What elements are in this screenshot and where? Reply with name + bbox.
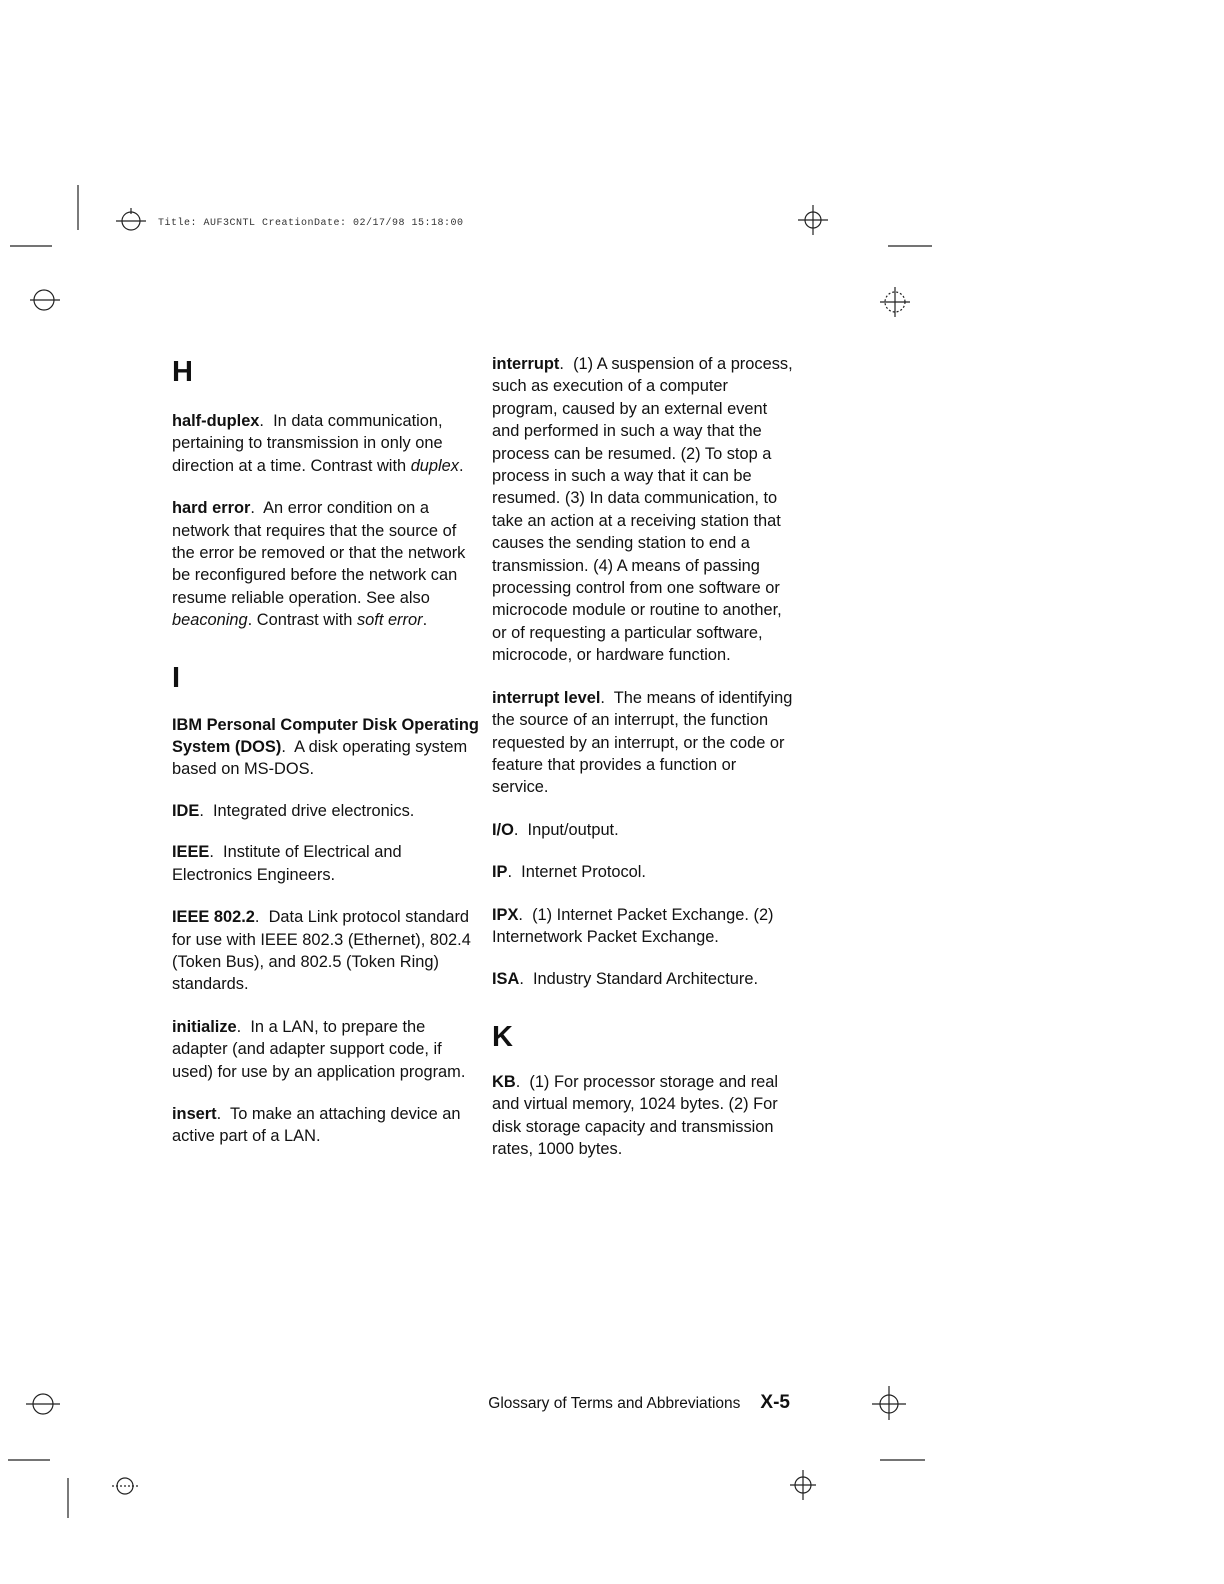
separator: . — [236, 1017, 251, 1036]
cross-reference: beaconing — [172, 611, 248, 630]
definition: Industry Standard Architecture. — [533, 970, 759, 989]
term: interrupt level — [492, 688, 601, 707]
term: IP — [492, 863, 508, 882]
registration-mark-icon — [112, 1478, 138, 1494]
separator: . — [519, 970, 533, 989]
definition: (1) Internet Packet Exchange. (2) Internetwork Packet Exchange. — [492, 905, 774, 946]
separator: . — [199, 801, 213, 820]
separator: . — [518, 905, 533, 924]
cross-reference: soft error — [356, 611, 423, 630]
separator: . — [281, 738, 295, 757]
crosshair-mark-icon — [872, 1386, 906, 1420]
glossary-entry-ibm-dos — [172, 714, 482, 781]
glossary-entry-ipx — [492, 904, 797, 949]
term: IBM Personal Computer Disk Operating System (DOS) — [172, 715, 479, 757]
glossary-entry-insert — [172, 1103, 482, 1148]
page-number: X-5 — [760, 1392, 790, 1413]
right-column — [492, 353, 797, 1160]
definition-continued: . Contrast with — [247, 611, 357, 630]
term: IDE — [172, 801, 200, 820]
separator: . — [515, 1072, 530, 1091]
separator: . — [209, 843, 224, 862]
glossary-entry-initialize — [172, 1016, 482, 1083]
glossary-entry-kb — [492, 1071, 797, 1161]
definition: An error condition on a network that requires that the source of the error be removed or that the network be reconfigured before the network can resume reliable operation. See also — [172, 499, 466, 607]
glossary-entry-hard-error — [172, 497, 482, 631]
term: IEEE — [172, 843, 210, 862]
definition: Institute of Electrical and Electronics Engineers. — [172, 843, 402, 884]
term: insert — [172, 1104, 217, 1123]
separator: . — [513, 820, 528, 839]
punctuation: . — [459, 456, 464, 475]
term: ISA — [492, 970, 520, 989]
definition: In data communication, pertaining to transmission in only one direction at a time. Contrast with — [172, 412, 443, 475]
registration-mark-icon — [26, 1394, 60, 1414]
separator: . — [507, 863, 522, 882]
glossary-entry-ieee-802-2 — [172, 906, 482, 996]
separator: . — [216, 1104, 231, 1123]
definition: Integrated drive electronics. — [213, 801, 415, 820]
definition: A disk operating system based on MS-DOS. — [172, 738, 468, 779]
left-column — [172, 354, 482, 1148]
separator: . — [600, 688, 614, 707]
registration-mark-icon — [116, 208, 146, 230]
section-heading-i: I — [172, 661, 181, 694]
glossary-entry-io — [492, 819, 797, 841]
registration-mark-icon — [880, 287, 910, 317]
cross-reference: duplex — [410, 456, 459, 475]
separator: . — [254, 908, 269, 927]
term: KB — [492, 1072, 516, 1091]
term: IPX — [492, 905, 519, 924]
term: I/O — [492, 820, 514, 839]
definition: (1) A suspension of a process, such as execution of a computer program, caused by an external event and performed in such a way that the process can be resumed. (2) To stop a process in such a way that it can be resumed. (3) In data communication, to take an action at a receiving station that causes the sending station to end a transmission. (4) A means of passing processing control from one software or microcode module or routine to another, or of requesting a particular software, microcode, or hardware function. — [492, 355, 793, 665]
glossary-entry-ieee — [172, 841, 482, 886]
registration-mark-icon — [30, 290, 60, 310]
definition: The means of identifying the source of an interrupt, the function requested by an interrupt, or the code or feature that provides a function or service. — [492, 688, 793, 797]
definition: Internet Protocol. — [521, 863, 646, 882]
separator: . — [259, 412, 274, 430]
separator: . — [559, 355, 574, 373]
definition: Input/output. — [527, 820, 619, 839]
section-heading-h: H — [172, 356, 193, 388]
definition: Data Link protocol standard for use with IEEE 802.3 (Ethernet), 802.4 (Token Bus), and 802.5 (Token Ring) standards. — [172, 908, 471, 994]
term: interrupt — [492, 355, 560, 373]
glossary-entry-ide — [172, 800, 482, 822]
footer-title: Glossary of Terms and Abbreviations — [488, 1395, 741, 1412]
definition: (1) For processor storage and real and virtual memory, 1024 bytes. (2) For disk storage capacity and transmission rates, 1000 bytes. — [492, 1072, 779, 1158]
crosshair-mark-icon — [798, 205, 828, 235]
term: IEEE 802.2 — [172, 908, 255, 927]
term: hard error — [172, 499, 251, 518]
page-footer — [488, 1392, 790, 1414]
glossary-entry-ip — [492, 861, 797, 883]
separator: . — [250, 499, 264, 518]
glossary-entry-half-duplex — [172, 410, 482, 477]
term: half-duplex — [172, 412, 260, 430]
glossary-entry-interrupt — [492, 353, 797, 667]
term: initialize — [172, 1017, 237, 1036]
definition: In a LAN, to prepare the adapter (and adapter support code, if used) for use by an application program. — [172, 1017, 466, 1081]
punctuation: . — [422, 611, 428, 630]
creation-header: Title: AUF3CNTL CreationDate: 02/17/98 15:18:00 — [158, 218, 464, 229]
crosshair-mark-icon — [790, 1470, 816, 1500]
glossary-entry-interrupt-level — [492, 687, 797, 799]
definition: To make an attaching device an active part of a LAN. — [172, 1104, 461, 1146]
glossary-entry-isa — [492, 968, 797, 990]
section-heading-k: K — [492, 1020, 513, 1053]
